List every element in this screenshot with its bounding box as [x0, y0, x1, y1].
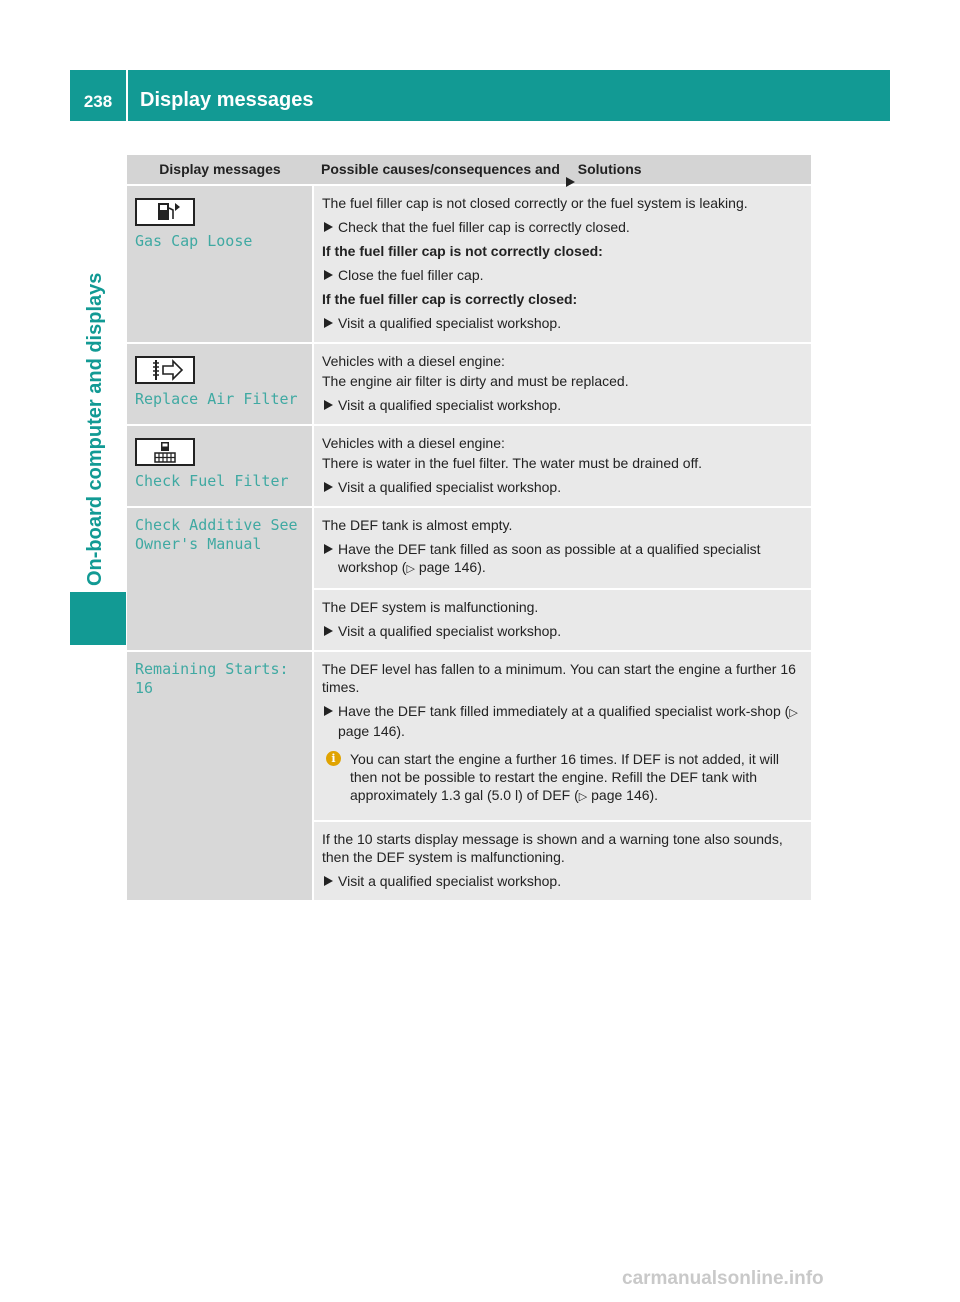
cause-text: If the 10 starts display message is shown and a warning tone also sounds, then the DEF system is malfunctioning. — [322, 831, 783, 865]
section-side-label-text: On-board computer and displays — [84, 272, 106, 586]
air-filter-icon — [135, 356, 195, 384]
page-number: 238 — [83, 91, 113, 111]
solution-cell — [313, 185, 811, 343]
info-icon: i — [326, 751, 341, 766]
cause-text: Vehicles with a diesel engine: — [322, 353, 505, 369]
fuel-filter-icon — [135, 438, 195, 466]
page-reference-link[interactable]: page 146). — [338, 723, 405, 739]
step-arrow-icon — [324, 626, 333, 636]
solution-step: Visit a qualified specialist workshop. — [322, 314, 803, 332]
solution-step: Close the fuel filler cap. — [322, 266, 803, 284]
column-header-messages: Display messages — [127, 155, 313, 185]
message-cell — [127, 425, 313, 507]
display-message-text: Gas Cap Loose — [135, 232, 253, 250]
step-arrow-icon — [324, 318, 333, 328]
solution-step: Visit a qualified specialist workshop. — [322, 478, 803, 496]
message-cell — [127, 343, 313, 425]
table-row — [127, 185, 811, 343]
solution-step: Have the DEF tank filled immediately at a qualified specialist work-shop (▷ page 146). — [322, 702, 803, 740]
solution-step: Have the DEF tank filled as soon as possible at a qualified specialist workshop (▷ page 146). — [322, 540, 803, 578]
table-row — [127, 425, 811, 507]
step-arrow-icon — [324, 876, 333, 886]
page-reference-link[interactable]: page 146). — [418, 559, 486, 575]
cause-text: The DEF level has fallen to a minimum. You can start the engine a further 16 times. — [322, 661, 796, 695]
step-arrow-icon — [324, 544, 333, 554]
info-note: i You can start the engine a further 16 times. If DEF is not added, it will then not be possible to restart the engine. Refill the DEF tank with approximately 1.3 gal (5.0 l) of DEF (▷ page 146). — [322, 750, 803, 806]
solution-step: Visit a qualified specialist workshop. — [322, 872, 803, 890]
cause-text: The DEF tank is almost empty. — [322, 517, 513, 533]
cause-text: The engine air filter is dirty and must be replaced. — [322, 373, 629, 389]
page-reference-icon: ▷ — [578, 791, 588, 803]
fuel-cap-icon — [135, 198, 195, 226]
page-reference-link[interactable]: page 146). — [591, 787, 659, 803]
solution-step: Visit a qualified specialist workshop. — [322, 622, 803, 640]
page-reference-icon: ▷ — [406, 563, 415, 575]
condition-heading: If the fuel filler cap is not correctly closed: — [322, 243, 603, 259]
message-cell — [127, 185, 313, 343]
cause-text: The DEF system is malfunctioning. — [322, 599, 539, 615]
solution-cell — [313, 651, 811, 821]
table-row — [127, 507, 811, 589]
cause-text: The fuel filler cap is not closed correctly or the fuel system is leaking. — [322, 195, 748, 211]
page-reference-icon: ▷ — [789, 707, 798, 719]
step-arrow-icon — [324, 400, 333, 410]
solution-cell — [313, 821, 811, 901]
table-header-row — [127, 155, 811, 185]
solution-step: Visit a qualified specialist workshop. — [322, 396, 803, 414]
cause-text: There is water in the fuel filter. The water must be drained off. — [322, 455, 703, 471]
table-row — [127, 343, 811, 425]
watermark: carmanualsonline.info — [622, 1268, 824, 1289]
solution-cell — [313, 425, 811, 507]
section-side-marker — [70, 592, 126, 645]
message-cell — [127, 651, 313, 901]
table-row — [127, 651, 811, 821]
column-header-solutions-suffix: Solutions — [577, 161, 642, 177]
display-message-text: Check Additive See Owner's Manual — [135, 516, 298, 553]
solution-cell — [313, 507, 811, 589]
display-messages-table — [127, 155, 811, 902]
cause-text: Vehicles with a diesel engine: — [322, 435, 505, 451]
column-header-solutions — [313, 155, 811, 185]
step-arrow-icon — [324, 222, 333, 232]
step-arrow-icon — [324, 270, 333, 280]
display-message-text: Replace Air Filter — [135, 390, 298, 408]
page-title: Display messages — [140, 89, 314, 111]
solution-cell — [313, 589, 811, 651]
solution-step: Check that the fuel filler cap is correctly closed. — [322, 218, 803, 236]
condition-heading: If the fuel filler cap is correctly closed: — [322, 291, 578, 307]
page-header — [70, 70, 890, 121]
display-message-text: Check Fuel Filter — [135, 472, 289, 490]
step-arrow-icon — [324, 482, 333, 492]
display-message-text: Remaining Starts: 16 — [135, 660, 289, 697]
step-arrow-icon — [324, 706, 333, 716]
column-header-solutions-prefix: Possible causes/consequences and — [321, 161, 560, 177]
message-cell — [127, 507, 313, 651]
solution-cell — [313, 343, 811, 425]
